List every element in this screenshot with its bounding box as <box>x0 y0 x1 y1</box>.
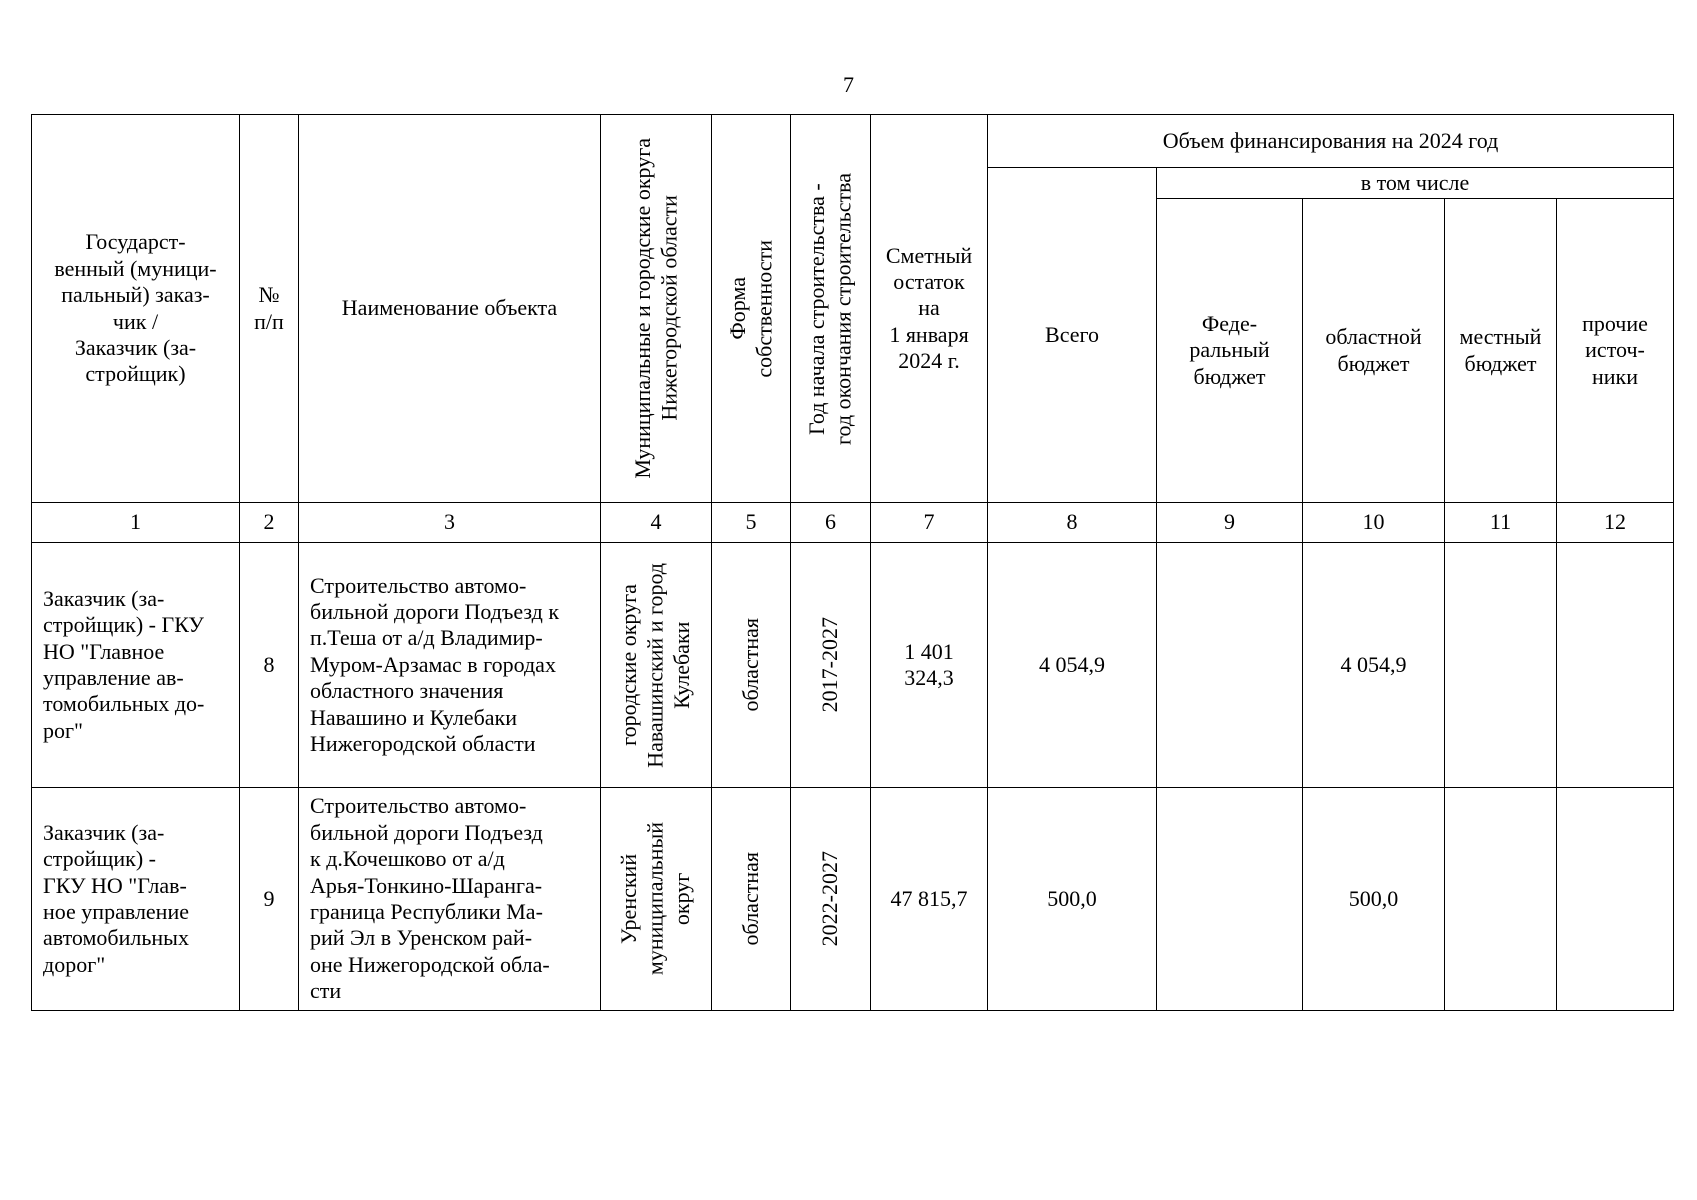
row-federal <box>1157 543 1303 788</box>
row-num: 8 <box>240 543 299 788</box>
row-ownership: областная <box>712 788 791 1011</box>
column-number: 7 <box>871 503 988 543</box>
row-customer: Заказчик (за- стройщик) - ГКУ НО "Главное управление ав- томобильных до- рог" <box>32 543 240 788</box>
row-municipality: Уренский муниципальный округ <box>601 788 712 1011</box>
header-num: № п/п <box>240 115 299 503</box>
column-number: 11 <box>1445 503 1557 543</box>
row-other <box>1557 543 1674 788</box>
row-ownership: областная <box>712 543 791 788</box>
row-years: 2017-2027 <box>791 543 871 788</box>
row-regional: 500,0 <box>1303 788 1445 1011</box>
row-object-name: Строительство автомо- бильной дороги Подъезд к п.Теша от а/д Владимир- Муром-Арзамас в городах областного значения Навашино и Кулебаки Нижегородской области <box>299 543 601 788</box>
column-number: 3 <box>299 503 601 543</box>
row-total: 4 054,9 <box>988 543 1157 788</box>
row-local <box>1445 543 1557 788</box>
column-number: 8 <box>988 503 1157 543</box>
financing-table <box>31 114 1674 1011</box>
row-estimate-balance: 47 815,7 <box>871 788 988 1011</box>
column-number: 12 <box>1557 503 1674 543</box>
header-other: прочие источ- ники <box>1557 199 1674 503</box>
page-number: 7 <box>843 72 854 97</box>
header-row-1 <box>32 115 1674 168</box>
header-customer: Государст- венный (муници- пальный) заказ- чик / Заказчик (за- стройщик) <box>32 115 240 503</box>
row-regional: 4 054,9 <box>1303 543 1445 788</box>
row-num: 9 <box>240 788 299 1011</box>
column-number: 4 <box>601 503 712 543</box>
row-federal <box>1157 788 1303 1011</box>
row-object-name: Строительство автомо- бильной дороги Подъезд к д.Кочешково от а/д Арья-Тонкино-Шаранга- граница Республики Ма- рий Эл в Уренском рай- оне Нижегородской обла- сти <box>299 788 601 1011</box>
column-number: 5 <box>712 503 791 543</box>
row-municipality: городские округа Навашинский и город Кулебаки <box>601 543 712 788</box>
header-financing-group: Объем финансирования на 2024 год <box>988 115 1674 168</box>
row-estimate-balance: 1 401 324,3 <box>871 543 988 788</box>
header-object-name: Наименование объекта <box>299 115 601 503</box>
header-regional: областной бюджет <box>1303 199 1445 503</box>
row-years: 2022-2027 <box>791 788 871 1011</box>
row-total: 500,0 <box>988 788 1157 1011</box>
column-number: 2 <box>240 503 299 543</box>
header-years: Год начала строительства - год окончания строительства <box>791 115 871 503</box>
header-local: местный бюджет <box>1445 199 1557 503</box>
column-number-row <box>32 503 1674 543</box>
header-total: Всего <box>988 168 1157 503</box>
column-number: 1 <box>32 503 240 543</box>
row-other <box>1557 788 1674 1011</box>
header-ownership: Форма собственности <box>712 115 791 503</box>
column-number: 6 <box>791 503 871 543</box>
table-row <box>32 788 1674 1011</box>
column-number: 9 <box>1157 503 1303 543</box>
row-customer: Заказчик (за- стройщик) - ГКУ НО "Глав- ное управление автомобильных дорог" <box>32 788 240 1011</box>
header-including: в том числе <box>1157 168 1674 199</box>
header-municipality: Муниципальные и городские округа Нижегородской области <box>601 115 712 503</box>
header-federal: Феде- ральный бюджет <box>1157 199 1303 503</box>
row-local <box>1445 788 1557 1011</box>
column-number: 10 <box>1303 503 1445 543</box>
header-estimate-balance: Сметный остаток на 1 января 2024 г. <box>871 115 988 503</box>
table-row <box>32 543 1674 788</box>
